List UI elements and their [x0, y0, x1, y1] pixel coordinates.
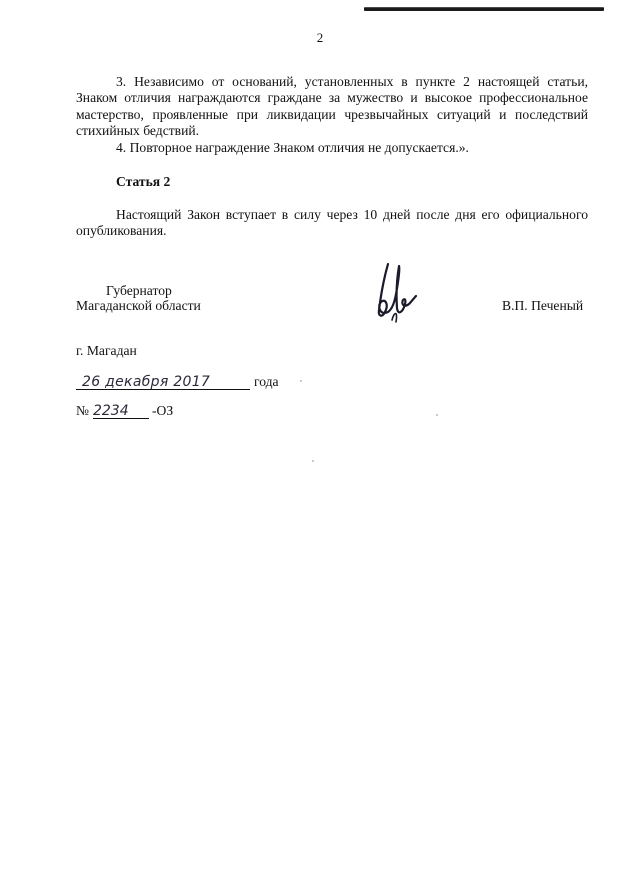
handwritten-signature — [372, 260, 420, 326]
date-suffix: года — [254, 374, 279, 389]
date-line — [76, 374, 279, 390]
scan-speck — [300, 380, 302, 382]
city-line: г. Магадан — [76, 343, 137, 358]
article-2-text: Настоящий Закон вступает в силу через 10 дней после дня его официального опубликования. — [76, 207, 588, 239]
paragraph-3: 3. Независимо от оснований, установленных в пункте 2 настоящей статьи, Знаком отличия награждаются граждане за мужество и высокое профессиональное мастерство, проявленные при ликвидации чрезвычайных ситуаций и последствий стихийных бедствий. — [76, 74, 588, 139]
law-number-line — [76, 403, 173, 419]
page-number: 2 — [316, 30, 324, 45]
law-number-suffix: -ОЗ — [151, 403, 174, 418]
number-sign: № — [76, 403, 89, 418]
article-2-heading: Статья 2 — [116, 174, 171, 189]
handwritten-law-number: 2234 — [93, 404, 149, 419]
scan-speck — [312, 460, 314, 462]
handwritten-date: 26 декабря 2017 — [76, 375, 250, 390]
governor-name: В.П. Печеный — [502, 298, 584, 313]
governor-region: Магаданской области — [76, 298, 201, 313]
paragraph-4: 4. Повторное награждение Знаком отличия не допускается.». — [116, 140, 469, 155]
governor-title: Губернатор — [106, 283, 172, 298]
scan-edge-bar — [364, 7, 604, 11]
scan-speck — [436, 414, 438, 416]
